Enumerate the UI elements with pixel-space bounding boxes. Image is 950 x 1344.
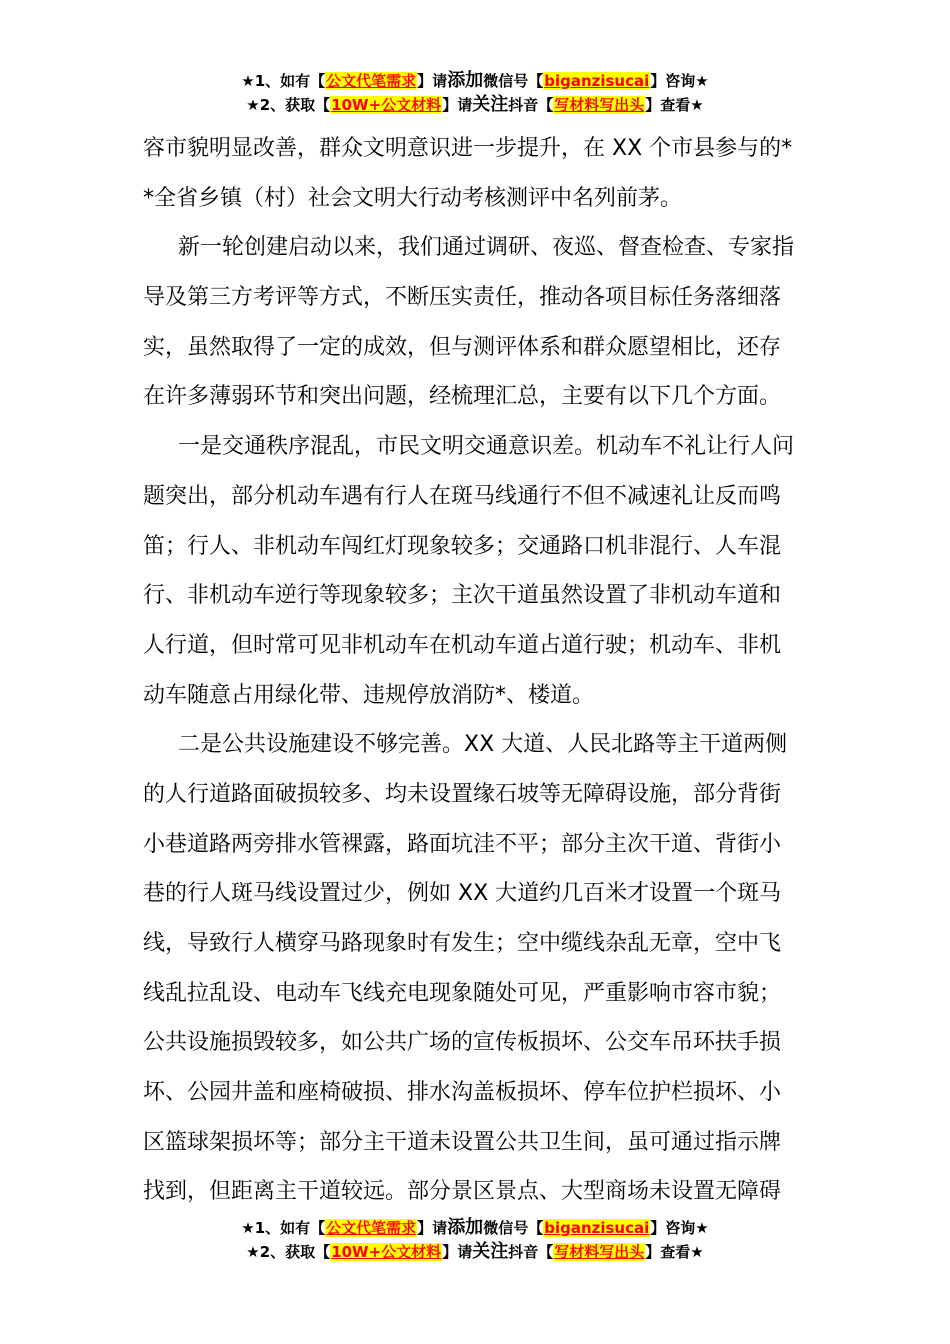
banner-text: 】查看★ xyxy=(645,96,704,114)
banner-text: 抖音【 xyxy=(508,96,554,114)
banner-highlight-douyin-account: 写材料写出头 xyxy=(554,1243,645,1261)
text-line: 线乱拉乱设、电动车飞线充电现象随处可见，严重影响市容市貌； xyxy=(143,980,782,1006)
text-line: 笛；行人、非机动车闯红灯现象较多；交通路口机非混行、人车混 xyxy=(143,533,782,559)
banner-emphasis: 关注 xyxy=(472,94,509,115)
footer-banner xyxy=(0,1216,950,1264)
banner-text: ★1、如有【 xyxy=(241,1219,326,1237)
banner-text: 微信号【 xyxy=(483,72,544,90)
banner-highlight-douyin-account: 写材料写出头 xyxy=(554,96,645,114)
text-line: 在许多薄弱环节和突出问题，经梳理汇总，主要有以下几个方面。 xyxy=(143,384,782,410)
banner-text: 】请 xyxy=(417,72,448,90)
banner-highlight-service: 公文代笔需求 xyxy=(326,72,417,90)
banner-emphasis: 添加 xyxy=(447,1217,484,1238)
text-line: 二是公共设施建设不够完善。XX 大道、人民北路等主干道两侧 xyxy=(178,732,788,758)
text-line: 巷的行人斑马线设置过少，例如 XX 大道约几百米才设置一个斑马 xyxy=(143,881,782,907)
banner-emphasis: 关注 xyxy=(472,1241,509,1262)
banner-emphasis: 添加 xyxy=(447,70,484,91)
text-line: 新一轮创建启动以来，我们通过调研、夜巡、督查检查、专家指 xyxy=(178,235,795,261)
banner-highlight-service: 公文代笔需求 xyxy=(326,1219,417,1237)
text-line: 区篮球架损坏等；部分主干道未设置公共卫生间，虽可通过指示牌 xyxy=(143,1129,782,1155)
banner-highlight-materials: 10W+公文材料 xyxy=(331,96,442,114)
banner-highlight-wechat-id: biganzisucai xyxy=(544,72,650,90)
banner-text: 】查看★ xyxy=(645,1243,704,1261)
header-banner xyxy=(0,69,950,117)
text-line: *全省乡镇（村）社会文明大行动考核测评中名列前茅。 xyxy=(143,185,683,211)
text-line: 找到，但距离主干道较远。部分景区景点、大型商场未设置无障碍 xyxy=(143,1179,782,1205)
banner-text: ★2、获取【 xyxy=(246,1243,331,1261)
document-body xyxy=(143,124,809,1217)
text-line: 坏、公园井盖和座椅破损、排水沟盖板损坏、停车位护栏损坏、小 xyxy=(143,1080,782,1106)
banner-text: ★1、如有【 xyxy=(241,72,326,90)
text-line: 的人行道路面破损较多、均未设置缘石坡等无障碍设施，部分背街 xyxy=(143,781,782,807)
banner-highlight-wechat-id: biganzisucai xyxy=(544,1219,650,1237)
banner-line-2 xyxy=(0,1240,950,1264)
banner-text: ★2、获取【 xyxy=(246,96,331,114)
text-line: 人行道，但时常可见非机动车在机动车道占道行驶；机动车、非机 xyxy=(143,632,782,658)
text-line: 行、非机动车逆行等现象较多；主次干道虽然设置了非机动车道和 xyxy=(143,583,782,609)
text-line: 实，虽然取得了一定的成效，但与测评体系和群众愿望相比，还存 xyxy=(143,334,782,360)
text-line: 容市貌明显改善，群众文明意识进一步提升，在 XX 个市县参与的* xyxy=(143,136,793,161)
text-line: 导及第三方考评等方式，不断压实责任，推动各项目标任务落细落 xyxy=(143,285,782,311)
banner-text: 】请 xyxy=(417,1219,448,1237)
text-line: 线，导致行人横穿马路现象时有发生；空中缆线杂乱无章，空中飞 xyxy=(143,931,782,956)
text-line: 公共设施损毁较多，如公共广场的宣传板损坏、公交车吊环扶手损 xyxy=(143,1030,782,1056)
banner-highlight-materials: 10W+公文材料 xyxy=(331,1243,442,1261)
text-line: 题突出，部分机动车遇有行人在斑马线通行不但不减速礼让反而鸣 xyxy=(143,483,782,509)
text-line: 一是交通秩序混乱，市民文明交通意识差。机动车不礼让行人问 xyxy=(178,434,795,460)
text-line: 小巷道路两旁排水管裸露，路面坑洼不平；部分主次干道、背街小 xyxy=(143,831,782,857)
banner-line-1 xyxy=(0,1216,950,1240)
banner-text: 抖音【 xyxy=(508,1243,554,1261)
banner-line-1 xyxy=(0,69,950,93)
banner-text: 】请 xyxy=(442,96,473,114)
banner-text: 】咨询★ xyxy=(650,1219,709,1237)
banner-text: 微信号【 xyxy=(483,1219,544,1237)
text-line: 动车随意占用绿化带、违规停放消防*、楼道。 xyxy=(143,682,595,708)
banner-text: 】咨询★ xyxy=(650,72,709,90)
banner-line-2 xyxy=(0,93,950,117)
banner-text: 】请 xyxy=(442,1243,473,1261)
